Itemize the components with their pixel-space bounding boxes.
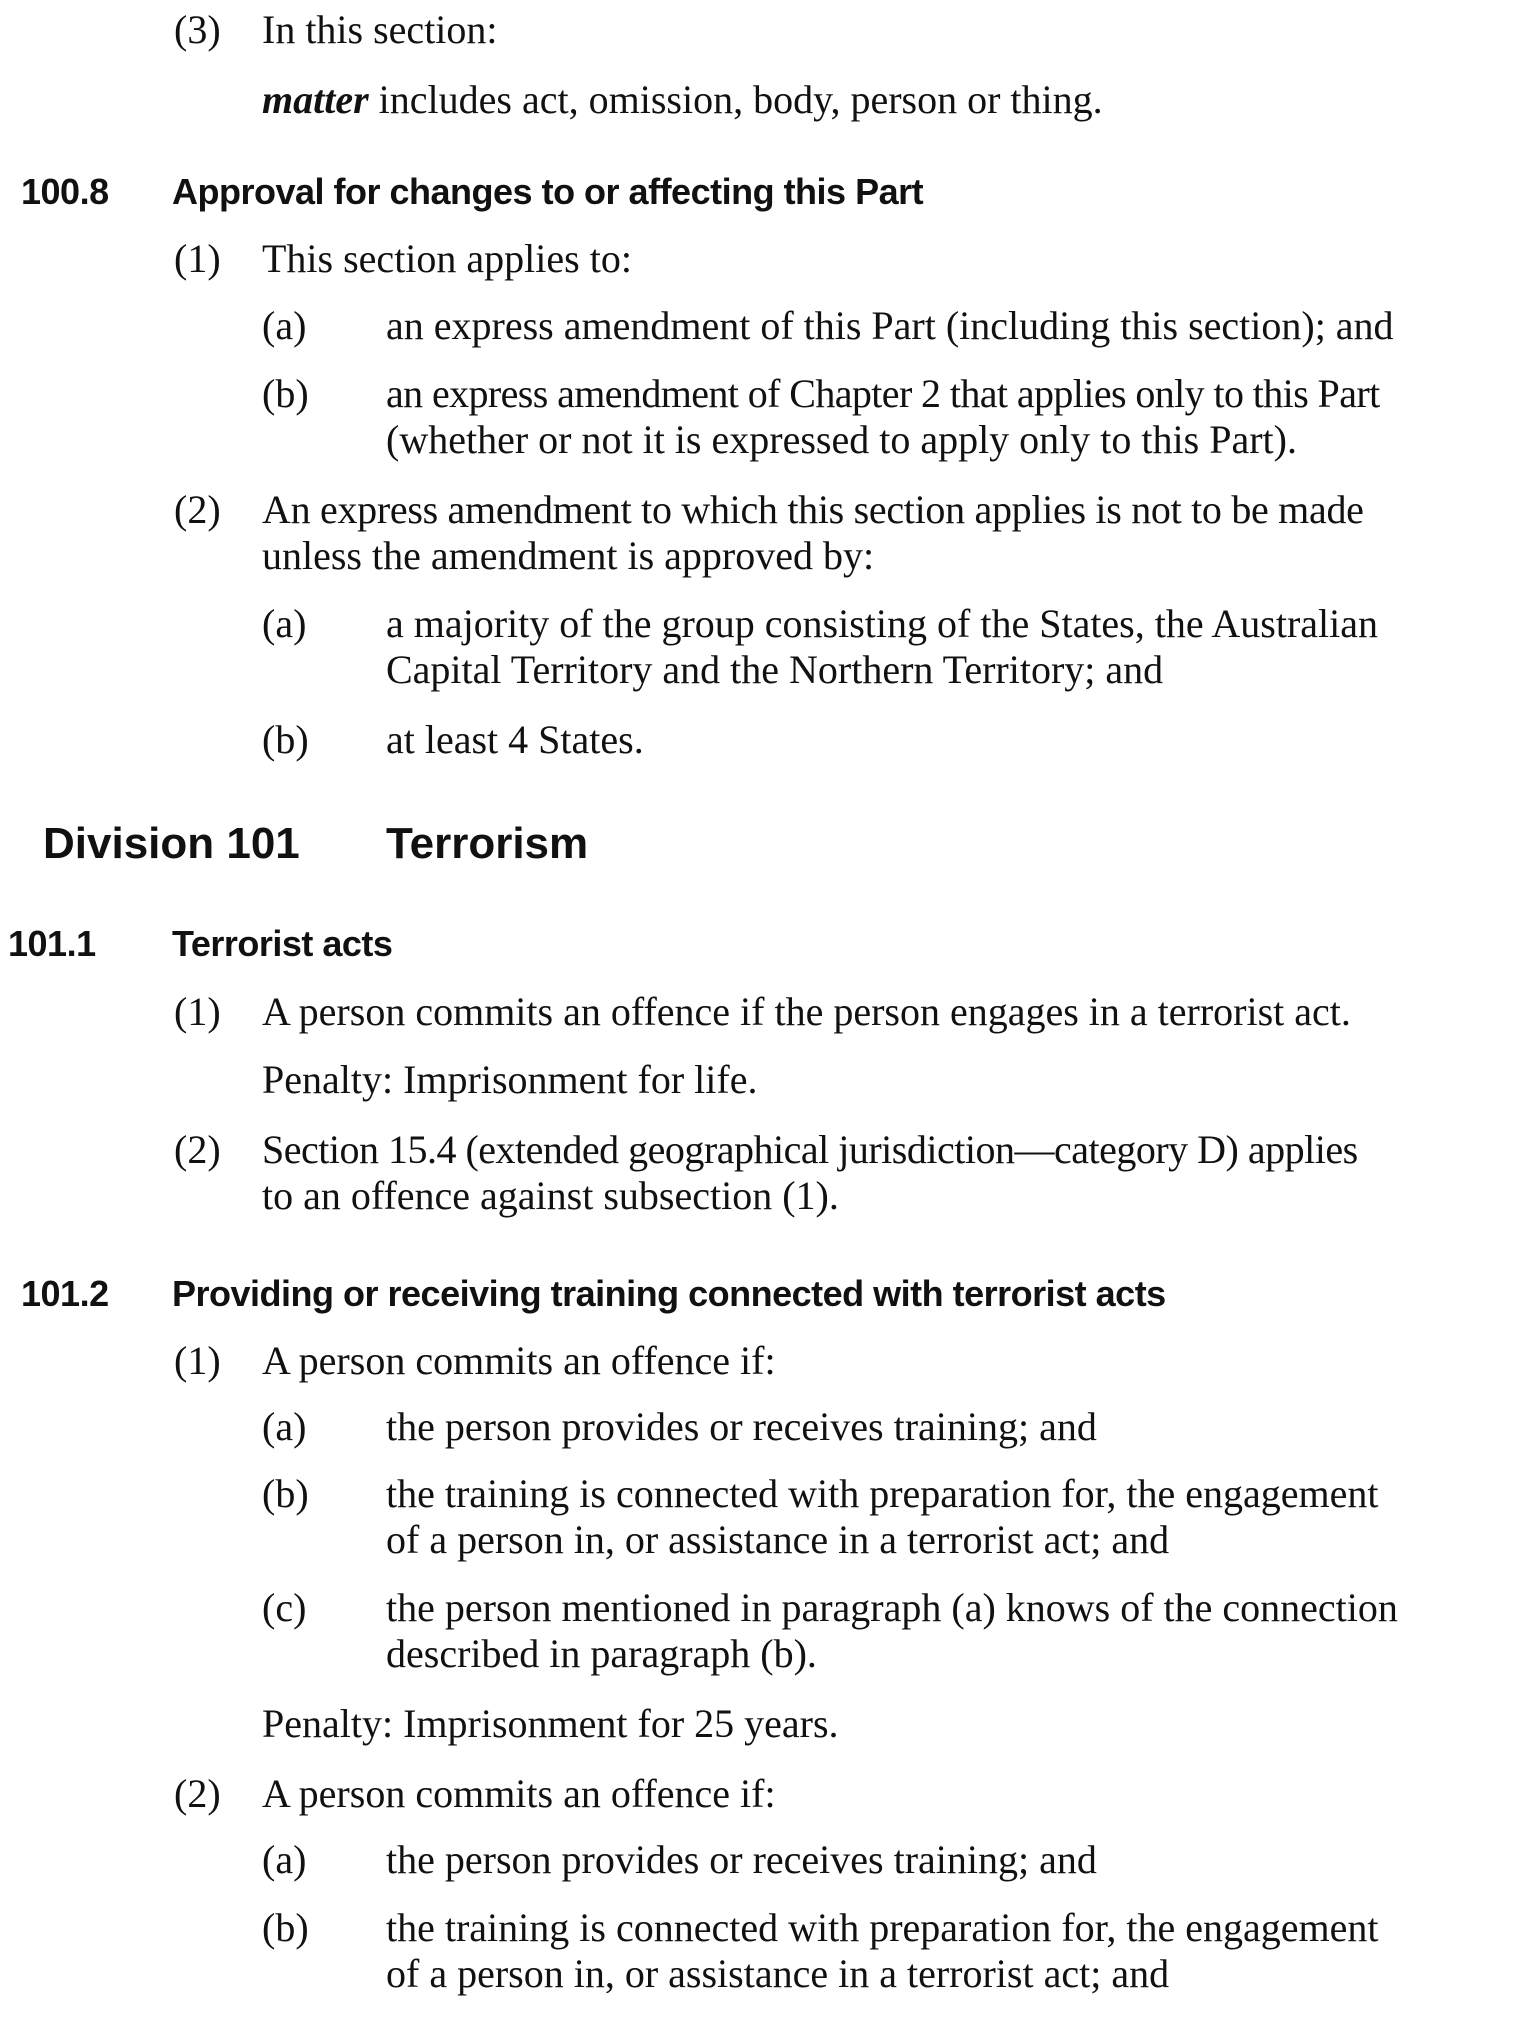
paragraph-label: (a) bbox=[262, 303, 307, 348]
section-number: 101.1 bbox=[8, 923, 96, 964]
section-title: Terrorist acts bbox=[172, 923, 393, 964]
paragraph-text: the training is connected with preparation for, the engagement bbox=[386, 1471, 1379, 1516]
section-number: 101.2 bbox=[21, 1273, 109, 1314]
division-title: Terrorism bbox=[386, 819, 589, 868]
paragraph-label: (b) bbox=[262, 1905, 309, 1950]
penalty-text: Penalty: Imprisonment for 25 years. bbox=[262, 1701, 839, 1746]
paragraph-label: (a) bbox=[262, 1837, 307, 1882]
subsection-number: (2) bbox=[174, 1127, 221, 1172]
subsection-number: (1) bbox=[174, 989, 221, 1034]
paragraph-label: (c) bbox=[262, 1585, 307, 1630]
paragraph-text: at least 4 States. bbox=[386, 717, 644, 762]
subsection-text: A person commits an offence if: bbox=[262, 1338, 776, 1383]
paragraph-label: (b) bbox=[262, 371, 309, 416]
subsection-text: A person commits an offence if: bbox=[262, 1771, 776, 1816]
subsection-text: In this section: bbox=[262, 7, 498, 52]
paragraph-text: the person mentioned in paragraph (a) knows of the connection bbox=[386, 1585, 1398, 1630]
defined-term: matter bbox=[262, 77, 369, 122]
paragraph-text: (whether or not it is expressed to apply only to this Part). bbox=[386, 417, 1297, 462]
paragraph-text: described in paragraph (b). bbox=[386, 1631, 817, 1676]
subsection-text: This section applies to: bbox=[262, 236, 632, 281]
subsection-text: Section 15.4 (extended geographical jurisdiction—category D) applies bbox=[262, 1127, 1358, 1172]
subsection-number: (2) bbox=[174, 1771, 221, 1816]
paragraph-text: an express amendment of this Part (including this section); and bbox=[386, 303, 1394, 348]
subsection-number: (2) bbox=[174, 487, 221, 532]
section-title: Providing or receiving training connected with terrorist acts bbox=[172, 1273, 1166, 1314]
paragraph-text: the person provides or receives training; and bbox=[386, 1837, 1097, 1882]
paragraph-text: an express amendment of Chapter 2 that applies only to this Part bbox=[386, 371, 1380, 416]
paragraph-text: the training is connected with preparation for, the engagement bbox=[386, 1905, 1379, 1950]
definition-text: includes act, omission, body, person or thing. bbox=[368, 77, 1103, 122]
subsection-number: (3) bbox=[174, 7, 221, 52]
paragraph-text: the person provides or receives training; and bbox=[386, 1404, 1097, 1449]
section-title: Approval for changes to or affecting this Part bbox=[172, 171, 924, 212]
paragraph-label: (b) bbox=[262, 1471, 309, 1516]
paragraph-label: (a) bbox=[262, 601, 307, 646]
paragraph-label: (b) bbox=[262, 717, 309, 762]
subsection-text: to an offence against subsection (1). bbox=[262, 1173, 839, 1218]
penalty-text: Penalty: Imprisonment for life. bbox=[262, 1057, 758, 1102]
division-number: Division 101 bbox=[43, 819, 300, 868]
section-number: 100.8 bbox=[21, 171, 109, 212]
subsection-text: An express amendment to which this section applies is not to be made bbox=[262, 487, 1364, 532]
subsection-number: (1) bbox=[174, 1338, 221, 1383]
subsection-number: (1) bbox=[174, 236, 221, 281]
paragraph-text: a majority of the group consisting of the States, the Australian bbox=[386, 601, 1379, 646]
paragraph-text: of a person in, or assistance in a terrorist act; and bbox=[386, 1517, 1170, 1562]
subsection-text: A person commits an offence if the person engages in a terrorist act. bbox=[262, 989, 1351, 1034]
paragraph-text: of a person in, or assistance in a terrorist act; and bbox=[386, 1951, 1170, 1996]
paragraph-text: Capital Territory and the Northern Territory; and bbox=[386, 647, 1164, 692]
paragraph-label: (a) bbox=[262, 1404, 307, 1449]
subsection-text: unless the amendment is approved by: bbox=[262, 533, 875, 578]
definition bbox=[262, 76, 1103, 124]
